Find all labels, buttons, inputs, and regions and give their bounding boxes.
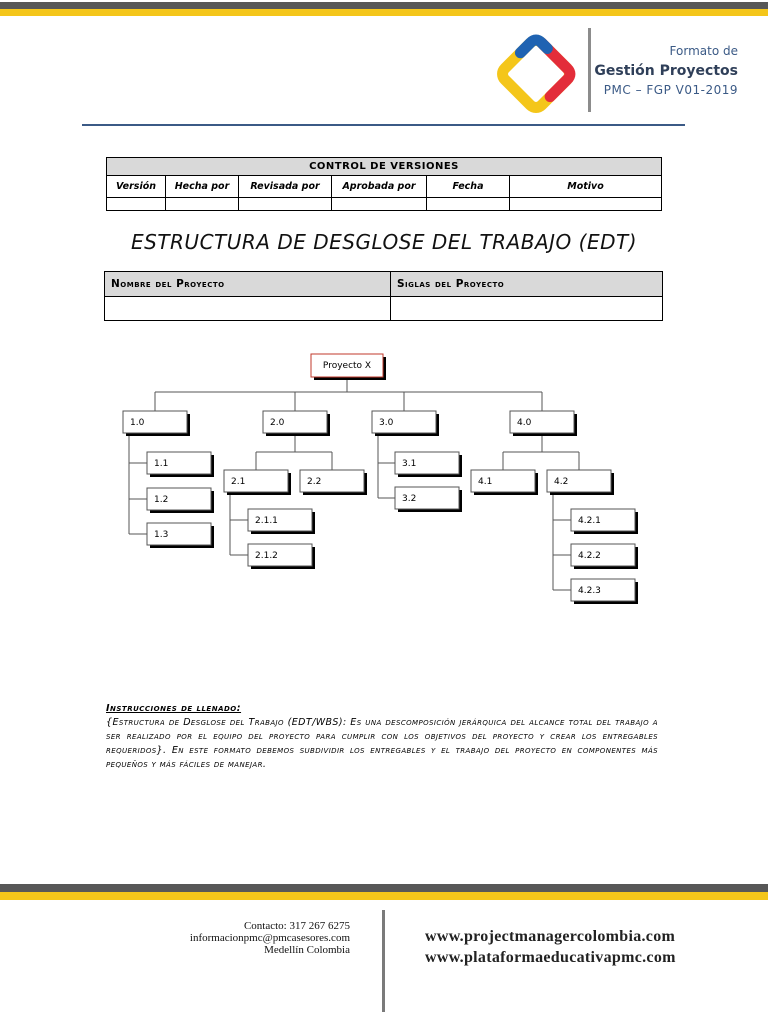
- wbs-node-1-2: [147, 488, 214, 513]
- wbs-node-label: 1.0: [130, 418, 145, 428]
- footer-divider: [382, 910, 385, 1012]
- wbs-node-3-0: [372, 411, 439, 436]
- wbs-node-label: Proyecto X: [322, 361, 372, 371]
- website-link-1[interactable]: www.projectmanagercolombia.com: [425, 928, 676, 945]
- wbs-node-4-1: [471, 470, 538, 495]
- wbs-node-label: 2.0: [270, 418, 285, 428]
- wbs-node-1-3: [147, 523, 214, 548]
- wbs-node-2-1: [224, 470, 291, 495]
- wbs-node-1-1: [147, 452, 214, 477]
- header-title: Gestión Proyectos: [594, 63, 738, 79]
- document-title: ESTRUCTURA DE DESGLOSE DEL TRABAJO (EDT): [130, 230, 637, 254]
- wbs-node-label: 3.2: [402, 494, 417, 504]
- bottom-gray-stripe: [0, 884, 768, 892]
- wbs-node-3-2: [395, 487, 462, 512]
- project-acronym-label: Siglas del Proyecto: [391, 272, 663, 297]
- col-version: Versión: [107, 176, 166, 198]
- wbs-node-label: 2.2: [307, 477, 322, 487]
- header-code: PMC – FGP V01-2019: [603, 83, 738, 97]
- wbs-node-root: [311, 354, 386, 380]
- wbs-node-label: 4.2.3: [578, 586, 601, 596]
- col-made-by: Hecha por: [166, 176, 239, 198]
- col-reviewed-by: Revisada por: [239, 176, 332, 198]
- wbs-node-2-2: [300, 470, 367, 495]
- wbs-node-label: 2.1: [231, 477, 246, 487]
- wbs-node-label: 4.2.2: [578, 551, 601, 561]
- wbs-node-2-1-2: [248, 544, 315, 569]
- wbs-node-label: 3.1: [402, 459, 417, 469]
- contact-email: informacionpmc@pmcasesores.com: [189, 932, 350, 944]
- wbs-node-1-0: [123, 411, 190, 436]
- col-reason: Motivo: [510, 176, 662, 198]
- wbs-node-4-0: [510, 411, 577, 436]
- instructions-block: [106, 702, 658, 772]
- header-format-label: Formato de: [669, 44, 738, 58]
- wbs-node-label: 1.1: [154, 459, 169, 469]
- wbs-node-label: 3.0: [379, 418, 394, 428]
- instructions-title: Instrucciones de llenado:: [106, 703, 242, 714]
- wbs-node-3-1: [395, 452, 462, 477]
- contact-city: Medellín Colombia: [264, 944, 350, 956]
- col-approved-by: Aprobada por: [332, 176, 427, 198]
- wbs-node-2-1-1: [248, 509, 315, 534]
- instructions-body: {Estructura de Desglose del Trabajo (EDT/WBS): Es una descomposición jerárquica del alcance total del trabajo a ser realizado por el equipo del proyecto para cumplir con los objetivos del proyecto y crear los entregables requeridos}. En este formato debemos subdividir los entregables y el trabajo del proyecto en componentes más pequeños y más fáciles de manejar.: [106, 717, 658, 770]
- wbs-node-4-2: [547, 470, 614, 495]
- wbs-node-label: 4.2.1: [578, 516, 601, 526]
- bottom-yellow-stripe: [0, 892, 768, 900]
- wbs-node-label: 4.0: [517, 418, 532, 428]
- wbs-node-2-0: [263, 411, 330, 436]
- project-name-label: Nombre del Proyecto: [105, 272, 391, 297]
- col-date: Fecha: [427, 176, 510, 198]
- wbs-node-label: 1.2: [154, 495, 169, 505]
- website-link-2[interactable]: www.plataformaeducativapmc.com: [425, 949, 676, 966]
- wbs-node-label: 2.1.2: [255, 551, 278, 561]
- wbs-node-label: 4.1: [478, 477, 493, 487]
- wbs-node-4-2-3: [571, 579, 638, 604]
- wbs-node-label: 1.3: [154, 530, 169, 540]
- wbs-node-4-2-2: [571, 544, 638, 569]
- wbs-node-label: 4.2: [554, 477, 569, 487]
- contact-phone: Contacto: 317 267 6275: [243, 920, 350, 932]
- wbs-node-label: 2.1.1: [255, 516, 278, 526]
- version-table-caption: CONTROL DE VERSIONES: [107, 158, 662, 176]
- wbs-node-4-2-1: [571, 509, 638, 534]
